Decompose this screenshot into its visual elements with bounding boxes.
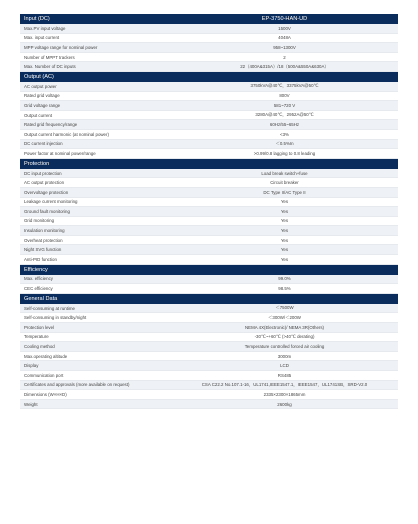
row-value: Load break switch+fuse	[261, 170, 308, 176]
row-value: Circuit breaker	[270, 180, 299, 186]
table-row	[20, 198, 398, 208]
table-row	[20, 352, 398, 362]
row-label: Max. input current	[24, 35, 60, 41]
row-label: Number of MPPT trackers	[24, 54, 75, 60]
row-value: ＜0.5%In	[275, 140, 294, 146]
row-value: ＜300W/＜200W	[268, 314, 301, 320]
row-value: Yes	[280, 199, 289, 205]
table-row	[20, 217, 398, 227]
table-row	[20, 169, 398, 179]
row-value: DC Type II/AC Type II	[263, 189, 306, 195]
row-label: Grid voltage range	[24, 102, 61, 108]
section-rows-output-ac	[20, 82, 398, 159]
row-label: Certificates and approvals (more available on request)	[24, 382, 130, 388]
row-label: Overvoltage protection	[24, 189, 69, 195]
row-label: Max. Number of DC inputs	[24, 64, 76, 70]
row-label: AC output protection	[24, 180, 65, 186]
row-label: Rated grid frequency/range	[24, 122, 78, 128]
row-label: Ground fault monitoring	[24, 208, 70, 214]
row-label: Insulation monitoring	[24, 228, 65, 234]
table-row	[20, 304, 398, 314]
table-row	[20, 371, 398, 381]
table-row	[20, 323, 398, 333]
row-label: DC current injection	[24, 141, 63, 147]
row-label: Display	[24, 363, 39, 369]
row-value: 2	[283, 54, 286, 60]
row-label: Max.operating altitude	[24, 353, 68, 359]
table-row	[20, 24, 398, 34]
row-label: Max. efficiency	[24, 276, 53, 282]
section-title: Input (DC)	[24, 16, 50, 22]
row-value: -30℃~+60℃ (>40℃ derating)	[254, 333, 315, 339]
section-rows-efficiency	[20, 275, 398, 294]
row-label: Self-consuming at runtime	[24, 305, 76, 311]
row-value: 98.5%	[278, 286, 291, 292]
section-rows-protection	[20, 169, 398, 265]
table-row	[20, 333, 398, 343]
table-row	[20, 400, 398, 410]
table-row	[20, 342, 398, 352]
row-value: >0.99/0.8 lagging to 0.8 leading	[253, 150, 316, 156]
section-header-general-data	[20, 294, 398, 304]
row-label: MPP voltage range for nominal power	[24, 44, 98, 50]
row-label: Max.PV input voltage	[24, 25, 66, 31]
spec-table	[20, 14, 398, 409]
section-rows-general-data	[20, 304, 398, 410]
row-value: 581~720 V	[273, 102, 296, 108]
table-row	[20, 92, 398, 102]
section-title: Efficiency	[24, 266, 48, 273]
row-label: Weight	[24, 401, 38, 407]
section-rows-input-dc	[20, 24, 398, 72]
row-value: 1500V	[278, 25, 291, 31]
row-label: Self-consuming in standby/night	[24, 315, 87, 321]
table-row	[20, 34, 398, 44]
table-row	[20, 120, 398, 130]
section-header-protection	[20, 159, 398, 169]
row-label: Night SVG function	[24, 247, 62, 253]
row-value: Yes	[280, 256, 289, 262]
table-row	[20, 82, 398, 92]
row-value: 2335×2300×1865mm	[263, 391, 306, 397]
table-row	[20, 390, 398, 400]
row-label: Dimensions (W×H×D)	[24, 391, 67, 397]
row-value: 99.0%	[278, 276, 291, 282]
section-header-output-ac	[20, 72, 398, 82]
table-row	[20, 149, 398, 159]
row-value: CSA C22.2 No.107.1-16，UL1741,IEEE1547.1，IEEE1547，UL1741SB，SRD-V2.0	[201, 381, 368, 387]
table-row	[20, 255, 398, 265]
table-row	[20, 178, 398, 188]
section-header-input-dc	[20, 14, 398, 24]
row-label: Overheat protection	[24, 237, 63, 243]
row-value: Yes	[280, 237, 289, 243]
row-label: Rated grid voltage	[24, 93, 60, 99]
table-row	[20, 140, 398, 150]
table-row	[20, 284, 398, 294]
row-value: 3750kVA@40℃，3375kVA@50℃	[250, 83, 319, 89]
table-row	[20, 361, 398, 371]
row-value: RS485	[277, 372, 292, 378]
row-value: 4048A	[278, 35, 291, 41]
row-value: Yes	[280, 208, 289, 214]
row-label: Output current	[24, 112, 53, 118]
section-title: Output (AC)	[24, 73, 54, 80]
table-row	[20, 236, 398, 246]
table-row	[20, 188, 398, 198]
table-row	[20, 43, 398, 53]
table-row	[20, 207, 398, 217]
table-row	[20, 101, 398, 111]
row-value: 2600kg	[277, 401, 292, 407]
table-row	[20, 275, 398, 285]
row-label: Communication port	[24, 372, 64, 378]
row-value: Yes	[280, 218, 289, 224]
table-row	[20, 111, 398, 121]
row-value: 22（400A&315A）/18（500A&550A&630A）	[240, 63, 329, 69]
row-value: <3%	[280, 131, 289, 137]
row-label: CEC efficiency	[24, 286, 53, 292]
row-label: Leakage current monitoring	[24, 199, 78, 205]
row-value: Yes	[280, 228, 289, 234]
row-value: Temperature controlled forced air cooling	[244, 344, 325, 350]
table-row	[20, 245, 398, 255]
row-label: Output current harmonic (at nominal power)	[24, 131, 109, 137]
model-name: EP-3750-HAN-UD	[261, 16, 308, 22]
row-label: Protection level	[24, 324, 55, 330]
row-label: DC input protection	[24, 170, 62, 176]
row-value: ＜7500W	[275, 305, 294, 311]
table-row	[20, 226, 398, 236]
table-row	[20, 53, 398, 63]
row-label: Temperature	[24, 334, 49, 340]
table-row	[20, 130, 398, 140]
row-value: LCD	[280, 363, 289, 369]
row-label: Power factor at nominal power/range	[24, 150, 96, 156]
row-label: Grid monitoring	[24, 218, 55, 224]
row-value: 60Hz/55~65Hz	[269, 122, 300, 128]
row-value: 3280A@40℃，2952A@50℃	[255, 112, 314, 118]
table-row	[20, 62, 398, 72]
table-row	[20, 313, 398, 323]
row-value: 958~1300V	[273, 44, 296, 50]
row-label: Cooling method	[24, 344, 55, 350]
row-value: 3000m	[277, 353, 292, 359]
row-value: 800V	[279, 93, 290, 99]
row-value: NEMA 4X(Electronic)/ NEMA 3R(Others)	[244, 324, 325, 330]
table-row	[20, 381, 398, 391]
section-title: General Data	[24, 295, 58, 302]
row-label: AC output power	[24, 83, 57, 89]
row-value: Yes	[280, 247, 289, 253]
section-title: Protection	[24, 160, 50, 167]
section-header-efficiency	[20, 265, 398, 275]
row-label: Anti-PID function	[24, 256, 57, 262]
